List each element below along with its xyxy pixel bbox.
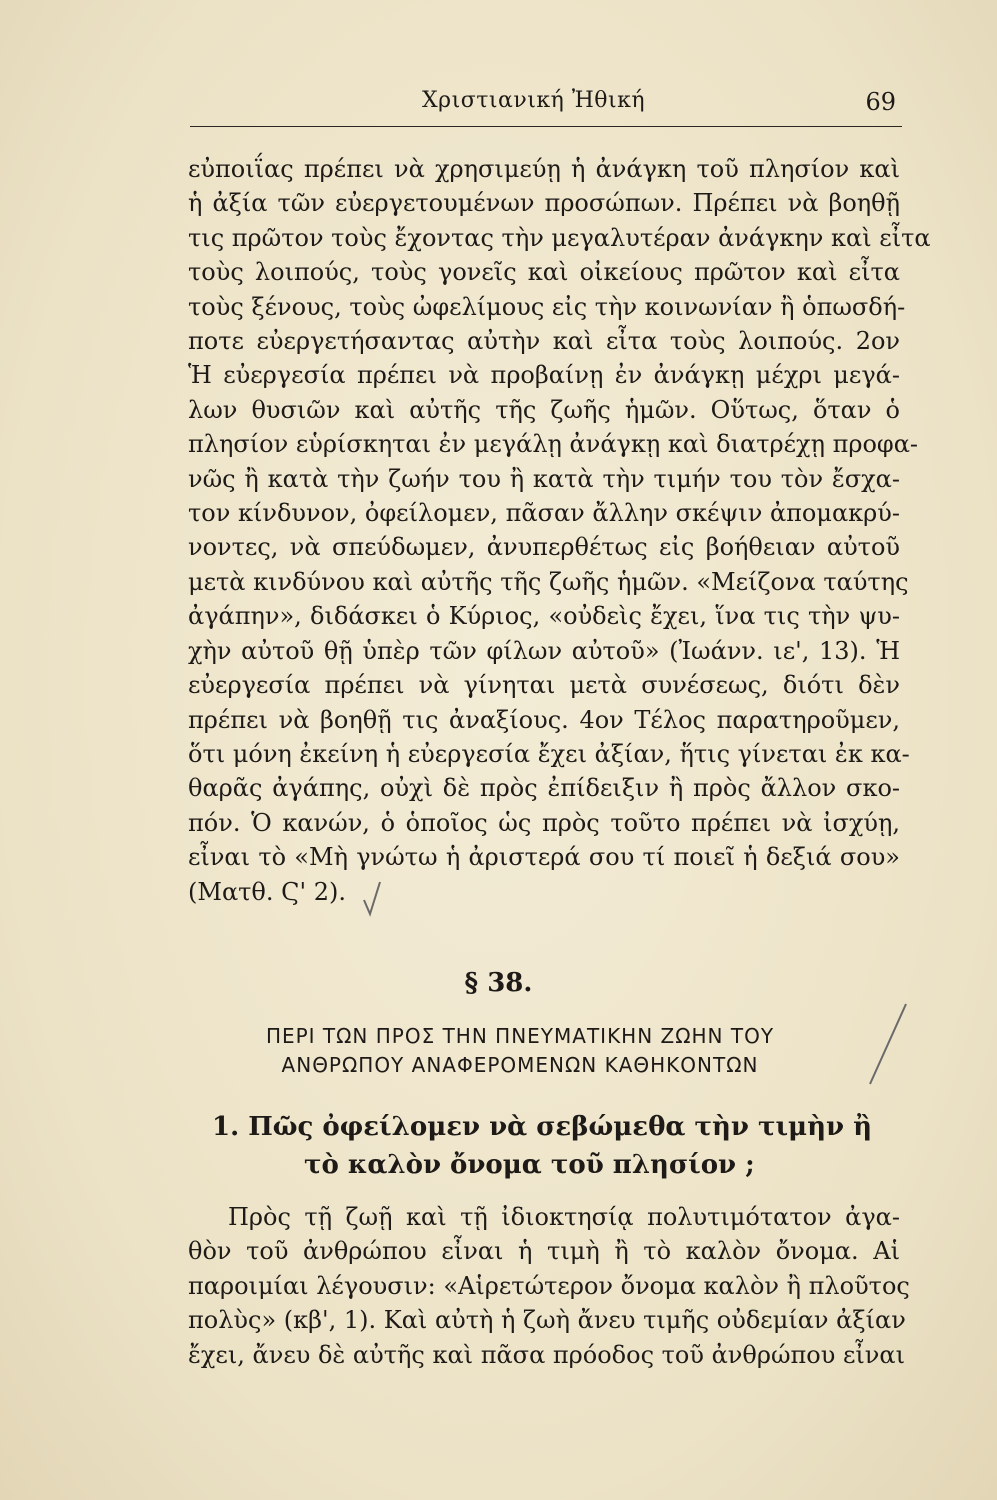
text-line: ἀγάπην», διδάσκει ὁ Κύριος, «οὐδεὶς ἔχει, ἵνα τις τὴν ψυ- [188,602,900,631]
text-line: τοὺς λοιπούς, τοὺς γονεῖς καὶ οἰκείους πρῶτον καὶ εἶτα [188,258,900,287]
text-line: νῶς ἢ κατὰ τὴν ζωήν του ἢ κατὰ τὴν τιμήν του τὸν ἔσχα- [188,464,900,493]
section-title-line: ΑΝΘΡΩΠΟΥ ΑΝΑΦΕΡΟΜΕΝΩΝ ΚΑΘΗΚΟΝΤΩΝ [281,1053,759,1077]
running-head [190,88,902,128]
text-line: θαρᾶς ἀγάπης, οὐχὶ δὲ πρὸς ἐπίδειξιν ἢ πρὸς ἄλλον σκο- [188,774,900,803]
text-line: εὐεργεσία πρέπει νὰ γίνηται μετὰ συνέσεως, διότι δὲν [188,671,900,700]
text-line: Πρὸς τῇ ζωῇ καὶ τῇ ἰδιοκτησίᾳ πολυτιμότατον ἀγα- [228,1203,900,1231]
paragraph-1 [188,152,931,909]
text-line: πρέπει νὰ βοηθῇ τις ἀναξίους. 4ον Τέλος παρατηροῦμεν, [188,705,900,734]
text-line: θὸν τοῦ ἀνθρώπου εἶναι ἡ τιμὴ ἢ τὸ καλὸν ὄνομα. Αἱ [188,1237,900,1266]
text-line: ὅτι μόνη ἐκείνη ἡ εὐεργεσία ἔχει ἀξίαν, ἥτις γίνεται ἐκ κα- [188,739,910,768]
text-line: τοὺς ξένους, τοὺς ὠφελίμους εἰς τὴν κοινωνίαν ἢ ὁπωσδή- [188,292,906,321]
text-line: λων θυσιῶν καὶ αὐτῆς τῆς ζωῆς ἡμῶν. Οὕτως, ὅταν ὁ [188,395,900,424]
pencil-mark-icon [360,880,390,930]
text-line: ἔχει, ἄνευ δὲ αὐτῆς καὶ πᾶσα πρόοδος τοῦ ἀνθρώπου εἶναι [188,1340,906,1369]
text-line: πόν. Ὁ κανών, ὁ ὁποῖος ὡς πρὸς τοῦτο πρέπει νὰ ἰσχύῃ, [188,808,900,837]
text-line: εἶναι τὸ «Μὴ γνώτω ἡ ἀριστερά σου τί ποιεῖ ἡ δεξιά σου» [188,843,900,872]
section-title [200,1022,840,1080]
text-line: ἡ ἀξία τῶν εὐεργετουμένων προσώπων. Πρέπει νὰ βοηθῇ [188,189,900,218]
text-line: (Ματθ. Ϛ' 2). [188,877,346,906]
text-line: εὐποιΐας πρέπει νὰ χρησιμεύῃ ἡ ἀνάγκη τοῦ πλησίον καὶ [188,155,900,183]
subsection-heading [212,1108,872,1184]
subsection-heading-line: 1. Πῶς ὀφείλομεν νὰ σεβώμεθα τὴν τιμὴν ἢ [212,1112,872,1142]
text-line: νοντες, νὰ σπεύδωμεν, ἀνυπερθέτως εἰς βοήθειαν αὐτοῦ [188,533,900,562]
section-number: § 38. [464,968,533,998]
text-line: παροιμίαι λέγουσιν: «Αἱρετώτερον ὄνομα καλὸν ἢ πλοῦτος [188,1271,910,1300]
subsection-heading-line: τὸ καλὸν ὄνομα τοῦ πλησίον ; [304,1150,755,1180]
pencil-slash-icon [860,1000,910,1090]
paragraph-2 [188,1200,910,1372]
header-rule [190,126,902,127]
text-line: τον κίνδυνον, ὀφείλομεν, πᾶσαν ἄλλην σκέψιν ἀπομακρύ- [188,499,900,528]
text-line: Ἡ εὐεργεσία πρέπει νὰ προβαίνῃ ἐν ἀνάγκῃ μέχρι μεγά- [188,361,900,390]
text-line: χὴν αὐτοῦ θῇ ὑπὲρ τῶν φίλων αὐτοῦ» (Ἰωάνν. ιε', 13). Ἡ [188,636,900,665]
section-title-line: ΠΕΡΙ ΤΩΝ ΠΡΟΣ ΤΗΝ ΠΝΕΥΜΑΤΙΚΗΝ ΖΩΗΝ ΤΟΥ [265,1024,775,1048]
text-line: μετὰ κινδύνου καὶ αὐτῆς τῆς ζωῆς ἡμῶν. «Μείζονα ταύτης [188,567,909,596]
running-title: Χριστιανική Ἠθική [422,88,646,113]
page-number: 69 [865,88,896,116]
text-line: τις πρῶτον τοὺς ἔχοντας τὴν μεγαλυτέραν ἀνάγκην καὶ εἶτα [188,223,931,252]
text-line: πλησίον εὑρίσκηται ἐν μεγάλῃ ἀνάγκῃ καὶ διατρέχῃ προφα- [188,430,919,459]
text-line: πολὺς» (κβ', 1). Καὶ αὐτὴ ἡ ζωὴ ἄνευ τιμῆς οὐδεμίαν ἀξίαν [188,1306,906,1335]
text-line: ποτε εὐεργετήσαντας αὐτὴν καὶ εἶτα τοὺς λοιπούς. 2ον [188,327,900,356]
